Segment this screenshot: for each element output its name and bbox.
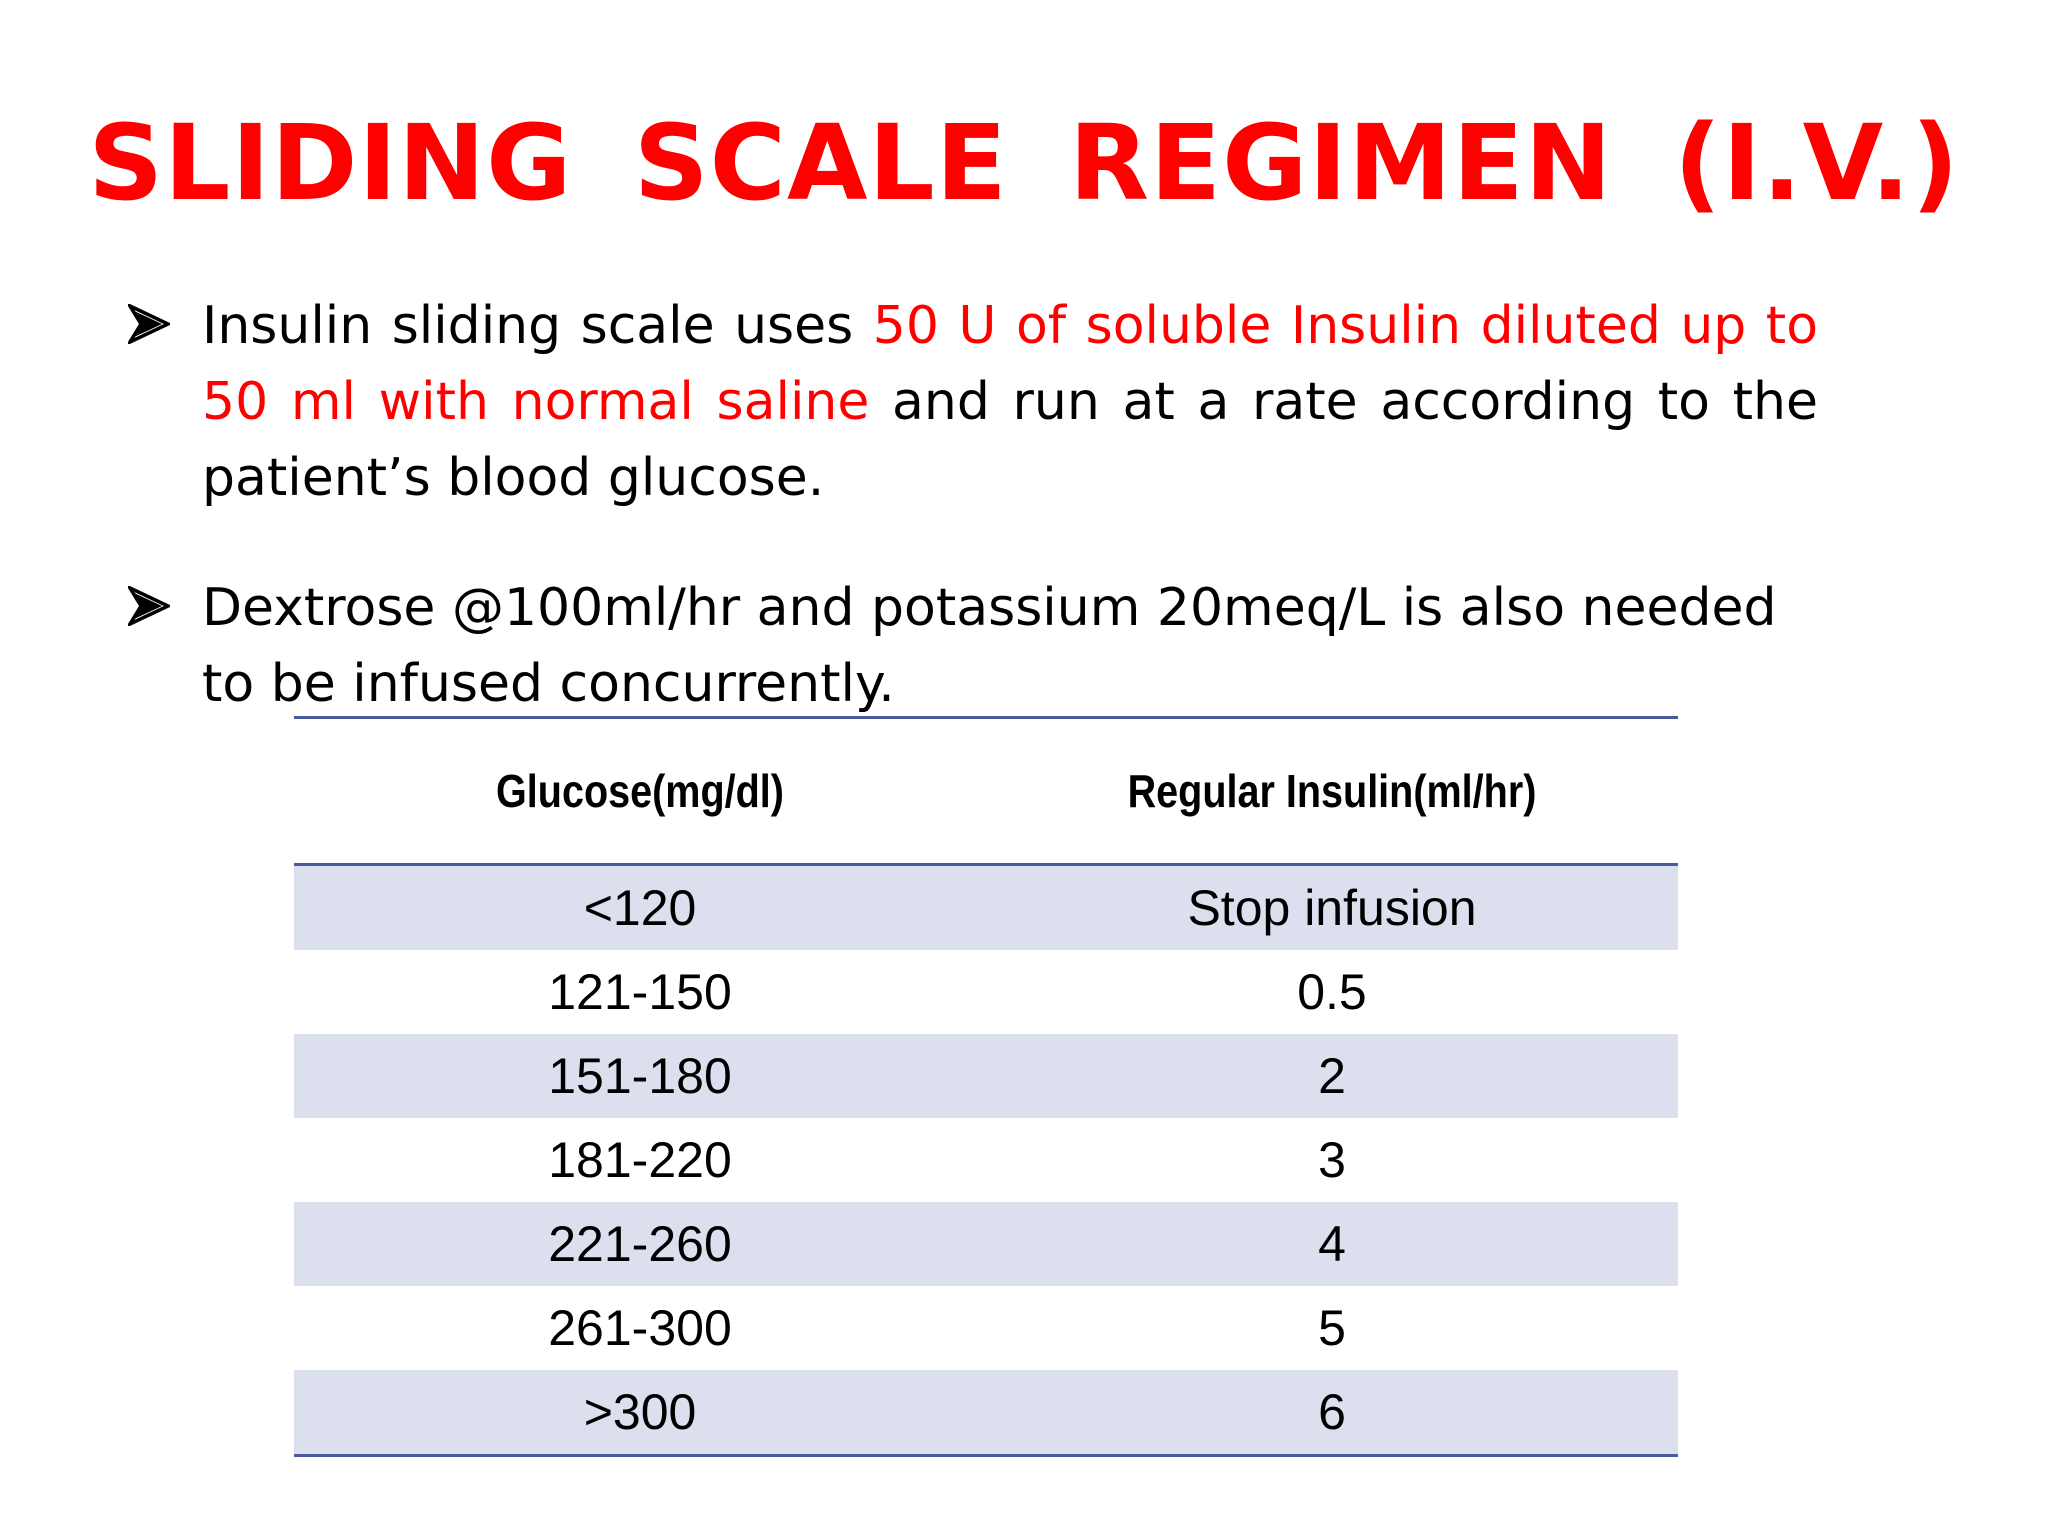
table-header-row: [294, 719, 1678, 863]
insulin-cell: 4: [1318, 1216, 1346, 1272]
bullet-item-dextrose: [128, 570, 1818, 722]
table-row: [294, 866, 1678, 950]
bullet-text-highlight: 50 U of soluble Insulin diluted up to 50 ml with normal saline: [202, 296, 1819, 432]
table-body: [294, 866, 1678, 1454]
arrowhead-bullet-icon: [128, 570, 174, 646]
header-insulin: Regular Insulin(ml/hr): [1127, 765, 1537, 817]
table-row: [294, 950, 1678, 1034]
insulin-cell: 0.5: [1297, 964, 1367, 1020]
glucose-cell: 181-220: [548, 1132, 732, 1188]
glucose-cell: >300: [583, 1384, 697, 1440]
glucose-cell: 261-300: [548, 1300, 732, 1356]
table-row: [294, 1034, 1678, 1118]
table-bottom-rule: [294, 1454, 1678, 1457]
insulin-cell: 2: [1318, 1048, 1346, 1104]
bullet-text-part2: and run at a rate according to the patient’s blood glucose.: [202, 372, 1818, 508]
insulin-cell: Stop infusion: [1187, 880, 1477, 936]
bullet-item-insulin: [128, 288, 1818, 516]
bullet-text: Dextrose @100ml/hr and potassium 20meq/L is also needed to be infused concurrently.: [202, 578, 1777, 714]
bullet-list: [128, 288, 1818, 722]
table-row: [294, 1202, 1678, 1286]
bullet-text-part1: Insulin sliding scale uses: [202, 296, 873, 356]
glucose-cell: 121-150: [548, 964, 732, 1020]
insulin-cell: 3: [1318, 1132, 1346, 1188]
header-glucose: Glucose(mg/dl): [496, 765, 784, 817]
table-row: [294, 1118, 1678, 1202]
slide-title: SLIDING SCALE REGIMEN (I.V.): [88, 102, 1960, 224]
insulin-cell: 5: [1318, 1300, 1346, 1356]
table-row: [294, 1286, 1678, 1370]
arrowhead-bullet-icon: [128, 288, 174, 364]
table-row: [294, 1370, 1678, 1454]
glucose-cell: 151-180: [548, 1048, 732, 1104]
insulin-cell: 6: [1318, 1384, 1346, 1440]
sliding-scale-table: [294, 716, 1678, 1457]
glucose-cell: <120: [583, 880, 697, 936]
glucose-cell: 221-260: [548, 1216, 732, 1272]
